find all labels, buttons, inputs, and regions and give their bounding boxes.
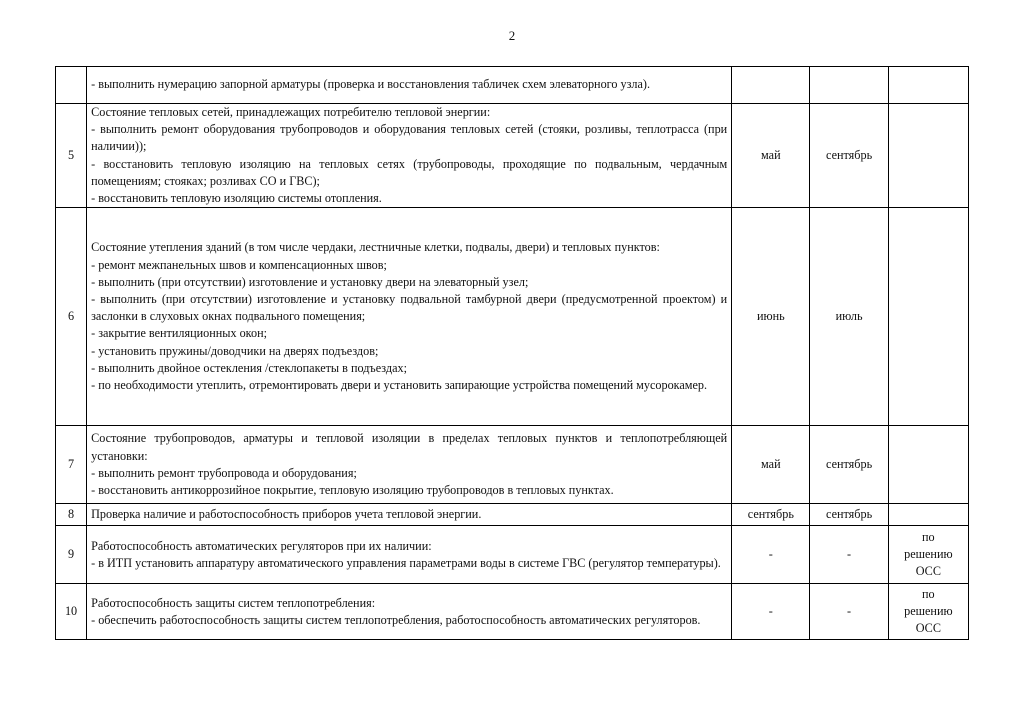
page-number: 2 bbox=[508, 28, 516, 43]
table-row bbox=[56, 526, 969, 584]
note bbox=[888, 426, 968, 504]
start-month: сентябрь bbox=[732, 504, 810, 526]
work-description bbox=[87, 426, 732, 504]
end-month: - bbox=[810, 584, 888, 640]
table-row bbox=[56, 504, 969, 526]
description-line: - выполнить ремонт оборудования трубопроводов и оборудования тепловых сетей (стояки, розливы, теплотрасса (при наличии)); bbox=[91, 122, 728, 154]
description-line: - восстановить антикоррозийное покрытие, тепловую изоляцию трубопроводов в тепловых пунктах. bbox=[91, 482, 614, 497]
end-month: сентябрь bbox=[810, 504, 888, 526]
description-line: - по необходимости утеплить, отремонтировать двери и установить запирающие устройства помещений мусорокамер. bbox=[91, 377, 708, 392]
note: по решению ОСС bbox=[888, 526, 968, 584]
description-line: - обеспечить работоспособность защиты систем теплопотребления, работоспособность автоматических регуляторов. bbox=[91, 612, 701, 627]
table-body bbox=[56, 67, 969, 640]
description-line: - выполнить ремонт трубопровода и оборудования; bbox=[91, 465, 357, 480]
description-line: - восстановить тепловую изоляцию на тепловых сетях (трубопроводы, проходящие по подвальным, чердачным помещениям; стояках; розливах СО и ГВС); bbox=[91, 156, 728, 188]
description-line: - выполнить (при отсутствии) изготовление и установку двери на элеваторный узел; bbox=[91, 274, 529, 289]
description-line: - выполнить нумерацию запорной арматуры (проверка и восстановления табличек схем элеваторного узла). bbox=[91, 77, 651, 92]
row-number: 5 bbox=[56, 104, 87, 208]
work-description bbox=[87, 526, 732, 584]
description-line: Работоспособность защиты систем теплопотребления: bbox=[91, 595, 376, 610]
work-plan-table bbox=[55, 66, 969, 640]
start-month: май bbox=[732, 426, 810, 504]
start-month bbox=[732, 67, 810, 104]
note bbox=[888, 504, 968, 526]
start-month: - bbox=[732, 526, 810, 584]
description-line: - закрытие вентиляционных окон; bbox=[91, 326, 267, 341]
start-month: май bbox=[732, 104, 810, 208]
start-month: - bbox=[732, 584, 810, 640]
row-number: 7 bbox=[56, 426, 87, 504]
row-number: 10 bbox=[56, 584, 87, 640]
description-line: Работоспособность автоматических регуляторов при их наличии: bbox=[91, 538, 432, 553]
note bbox=[888, 67, 968, 104]
end-month: сентябрь bbox=[810, 426, 888, 504]
description-line: Состояние утепления зданий (в том числе чердаки, лестничные клетки, подвалы, двери) и тепловых пунктов: bbox=[91, 240, 660, 255]
end-month: сентябрь bbox=[810, 104, 888, 208]
description-line: - выполнить (при отсутствии) изготовление и установку подвальной тамбурной двери (предусмотренной проектом) и заслонки в слуховых окнах подвального помещения; bbox=[91, 291, 728, 324]
table-row bbox=[56, 208, 969, 426]
note: по решению ОСС bbox=[888, 584, 968, 640]
table-row bbox=[56, 104, 969, 208]
work-description bbox=[87, 504, 732, 526]
description-line: Проверка наличие и работоспособность приборов учета тепловой энергии. bbox=[91, 507, 482, 522]
description-line: - восстановить тепловую изоляцию системы отопления. bbox=[91, 191, 382, 206]
table-row bbox=[56, 67, 969, 104]
work-description bbox=[87, 584, 732, 640]
end-month: - bbox=[810, 526, 888, 584]
start-month: июнь bbox=[732, 208, 810, 426]
description-line: - ремонт межпанельных швов и компенсационных швов; bbox=[91, 257, 387, 272]
end-month bbox=[810, 67, 888, 104]
work-description bbox=[87, 208, 732, 426]
note bbox=[888, 104, 968, 208]
description-line: - выполнить двойное остекления /стеклопакеты в подъездах; bbox=[91, 360, 407, 375]
row-number: 8 bbox=[56, 504, 87, 526]
row-number bbox=[56, 67, 87, 104]
row-number: 9 bbox=[56, 526, 87, 584]
note bbox=[888, 208, 968, 426]
table-row bbox=[56, 584, 969, 640]
work-description bbox=[87, 67, 732, 104]
description-line: - в ИТП установить аппаратуру автоматического управления параметрами воды в системе ГВС (регулятор температуры). bbox=[91, 555, 721, 570]
work-description bbox=[87, 104, 732, 208]
table-row bbox=[56, 426, 969, 504]
end-month: июль bbox=[810, 208, 888, 426]
description-line: - установить пружины/доводчики на дверях подъездов; bbox=[91, 343, 379, 358]
row-number: 6 bbox=[56, 208, 87, 426]
description-line: Состояние трубопроводов, арматуры и тепловой изоляции в пределах тепловых пунктов и теплопотребляющей установки: bbox=[91, 431, 728, 463]
description-line: Состояние тепловых сетей, принадлежащих потребителю тепловой энергии: bbox=[91, 105, 491, 119]
